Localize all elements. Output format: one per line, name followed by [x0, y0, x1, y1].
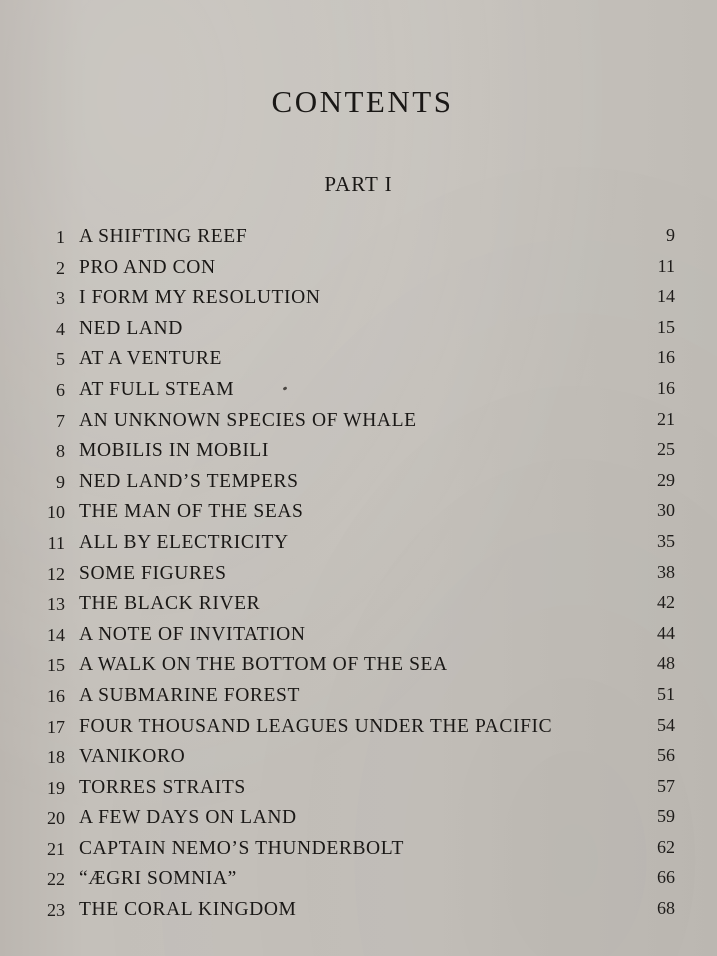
toc-row [0, 315, 717, 346]
chapter-number: 9 [56, 471, 65, 492]
chapter-title: ALL BY ELECTRICITY [79, 531, 289, 553]
page-number: 35 [657, 530, 675, 551]
chapter-number: 10 [47, 502, 65, 523]
chapter-title: THE MAN OF THE SEAS [79, 501, 304, 523]
toc-row [0, 284, 717, 315]
page-number: 30 [657, 500, 675, 521]
chapter-number: 2 [56, 257, 65, 278]
toc-row [0, 590, 717, 621]
chapter-title: A FEW DAYS ON LAND [79, 807, 297, 829]
toc-row [0, 865, 717, 896]
toc-row [0, 621, 717, 652]
page-number: 38 [657, 561, 675, 582]
page-number: 56 [657, 745, 675, 766]
toc-row [0, 223, 717, 254]
chapter-title: NED LAND [79, 317, 183, 339]
chapter-title: AT A VENTURE [79, 348, 222, 370]
page-number: 48 [657, 653, 675, 674]
chapter-title: VANIKORO [79, 746, 186, 768]
toc-row [0, 345, 717, 376]
chapter-title: PRO AND CON [79, 256, 216, 278]
chapter-number: 17 [47, 716, 65, 737]
chapter-number: 19 [47, 777, 65, 798]
page-number: 44 [657, 622, 675, 643]
toc-row [0, 804, 717, 835]
toc-row [0, 376, 717, 407]
chapter-number: 16 [47, 685, 65, 706]
page-number: 21 [657, 408, 675, 429]
toc-row [0, 407, 717, 438]
toc-row [0, 468, 717, 499]
chapter-title: “ÆGRI SOMNIA” [79, 868, 237, 890]
toc-row [0, 254, 717, 285]
page-number: 57 [657, 775, 675, 796]
toc-row [0, 529, 717, 560]
toc-row [0, 774, 717, 805]
chapter-title: MOBILIS IN MOBILI [79, 440, 270, 462]
page-number: 16 [657, 377, 675, 398]
toc-row [0, 896, 717, 927]
chapter-number: 14 [47, 624, 65, 645]
page-number: 59 [657, 806, 675, 827]
page-number: 11 [657, 255, 675, 276]
chapter-title: I FORM MY RESOLUTION [79, 287, 321, 309]
chapter-number: 12 [47, 563, 65, 584]
chapter-title: A WALK ON THE BOTTOM OF THE SEA [79, 654, 448, 676]
chapter-number: 20 [47, 808, 65, 829]
page-number: 25 [657, 439, 675, 460]
page-number: 51 [657, 683, 675, 704]
page-number: 54 [657, 714, 675, 735]
chapter-title: NED LAND’S TEMPERS [79, 470, 299, 492]
page-number: 42 [657, 592, 675, 613]
page-number: 15 [657, 316, 675, 337]
chapter-title: AN UNKNOWN SPECIES OF WHALE [79, 409, 417, 431]
toc-row [0, 498, 717, 529]
toc-row [0, 437, 717, 468]
chapter-title: TORRES STRAITS [79, 776, 246, 798]
chapter-title: A SUBMARINE FOREST [79, 684, 301, 706]
chapter-number: 8 [56, 441, 65, 462]
toc-row [0, 682, 717, 713]
toc-row [0, 743, 717, 774]
chapter-title: AT FULL STEAM [79, 378, 235, 400]
table-of-contents [0, 223, 717, 927]
page-title: CONTENTS [271, 84, 454, 119]
chapter-number: 18 [47, 747, 65, 768]
chapter-number: 15 [47, 655, 65, 676]
chapter-number: 1 [56, 227, 65, 247]
page-number: 9 [666, 225, 675, 245]
chapter-number: 7 [56, 410, 65, 431]
chapter-title: FOUR THOUSAND LEAGUES UNDER THE PACIFIC [79, 715, 553, 737]
chapter-number: 21 [47, 838, 65, 859]
page-number: 66 [657, 867, 675, 888]
chapter-number: 5 [56, 349, 65, 370]
chapter-number: 23 [47, 900, 65, 921]
toc-row [0, 651, 717, 682]
page-number: 62 [657, 836, 675, 857]
page-number: 14 [657, 286, 675, 307]
chapter-title: CAPTAIN NEMO’S THUNDERBOLT [79, 837, 404, 859]
chapter-number: 11 [47, 532, 65, 553]
chapter-title: A NOTE OF INVITATION [79, 623, 306, 645]
toc-row [0, 835, 717, 866]
page-number: 16 [657, 347, 675, 368]
chapter-number: 13 [47, 594, 65, 615]
chapter-title: THE CORAL KINGDOM [79, 899, 297, 921]
chapter-title: THE BLACK RIVER [79, 593, 261, 615]
toc-row [0, 713, 717, 744]
chapter-number: 4 [56, 318, 65, 339]
chapter-title: A SHIFTING REEF [79, 226, 248, 247]
chapter-number: 22 [47, 869, 65, 890]
page-number: 29 [657, 469, 675, 490]
part-heading: PART I [324, 172, 393, 196]
chapter-title: SOME FIGURES [79, 562, 227, 584]
chapter-number: 3 [56, 288, 65, 309]
toc-row [0, 560, 717, 591]
page-number: 68 [657, 898, 675, 919]
chapter-number: 6 [56, 379, 65, 400]
